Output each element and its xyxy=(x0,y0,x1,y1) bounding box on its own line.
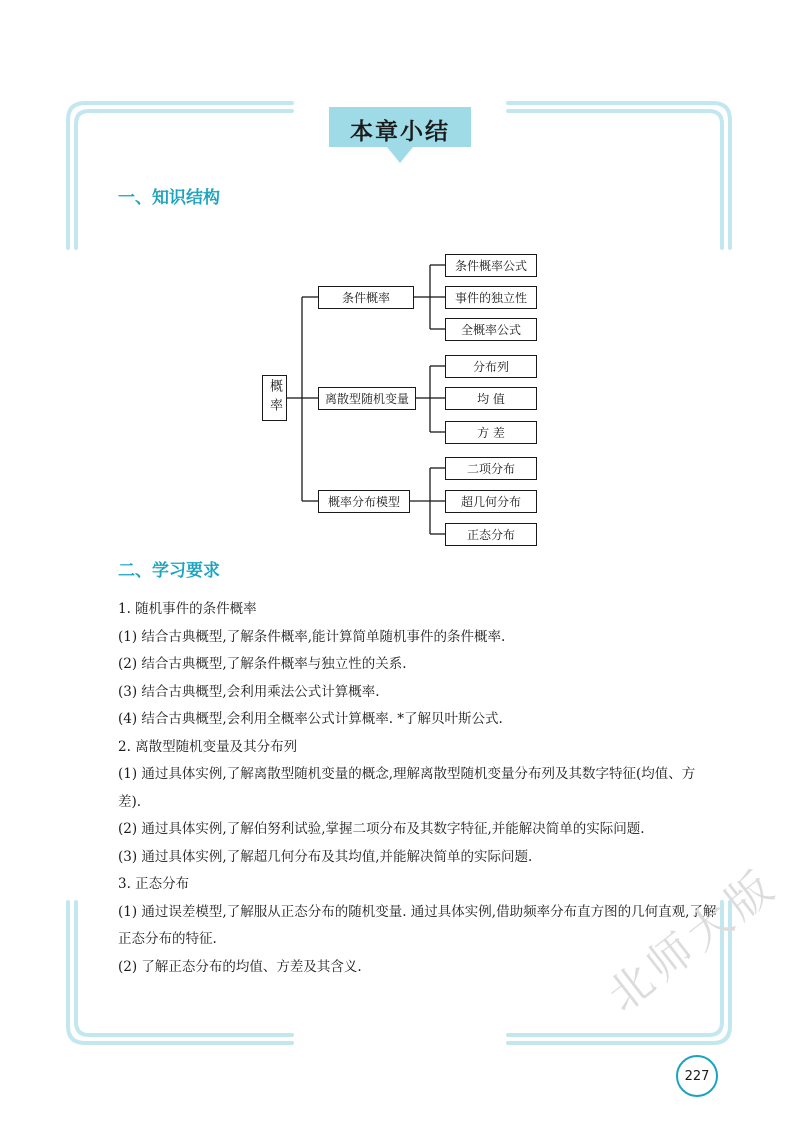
requirement-item: (1) 通过具体实例,了解离散型随机变量的概念,理解离散型随机变量分布列及其数字特征(均值、方差). xyxy=(118,766,696,810)
requirement-item: (3) 结合古典概型,会利用乘法公式计算概率. xyxy=(118,683,380,700)
tree-branch: 离散型随机变量 xyxy=(318,387,416,410)
tree-leaf: 事件的独立性 xyxy=(445,286,537,309)
page-number: 227 xyxy=(676,1055,718,1097)
tree-leaf: 条件概率公式 xyxy=(445,254,537,277)
tree-leaf: 均 值 xyxy=(445,387,537,410)
tree-branch: 条件概率 xyxy=(318,286,414,309)
publisher-watermark: 北师大版 xyxy=(598,858,788,1023)
requirement-item: (3) 通过具体实例,了解超几何分布及其均值,并能解决简单的实际问题. xyxy=(118,848,533,865)
tree-leaf: 二项分布 xyxy=(445,457,537,480)
requirements-list xyxy=(118,596,718,981)
requirement-item: (2) 通过具体实例,了解伯努利试验,掌握二项分布及其数字特征,并能解决简单的实际问题. xyxy=(118,821,645,837)
tree-leaf: 超几何分布 xyxy=(445,490,537,513)
tree-leaf: 全概率公式 xyxy=(445,318,537,341)
section-heading-knowledge-structure: 一、知识结构 xyxy=(118,188,220,208)
requirement-item: (1) 结合古典概型,了解条件概率,能计算简单随机事件的条件概率. xyxy=(118,628,506,645)
requirement-item: (2) 了解正态分布的均值、方差及其含义. xyxy=(118,958,362,975)
tree-leaf: 分布列 xyxy=(445,355,537,378)
requirement-topic: 2. 离散型随机变量及其分布列 xyxy=(118,738,298,755)
requirement-item: (1) 通过误差模型,了解服从正态分布的随机变量. 通过具体实例,借助频率分布直方图的几何直观,了解正态分布的特征. xyxy=(118,903,717,947)
requirement-topic: 3. 正态分布 xyxy=(118,876,190,892)
tree-root: 概率 xyxy=(262,375,287,421)
chapter-title: 本章小结 xyxy=(350,119,450,145)
tree-branch: 概率分布模型 xyxy=(318,490,410,513)
section-heading-learning-requirements: 二、学习要求 xyxy=(118,561,220,581)
requirement-topic: 1. 随机事件的条件概率 xyxy=(118,601,257,617)
tree-leaf: 正态分布 xyxy=(445,523,537,546)
requirement-item: (4) 结合古典概型,会利用全概率公式计算概率. *了解贝叶斯公式. xyxy=(118,711,503,727)
requirement-item: (2) 结合古典概型,了解条件概率与独立性的关系. xyxy=(118,656,407,672)
tree-leaf: 方 差 xyxy=(445,421,537,444)
